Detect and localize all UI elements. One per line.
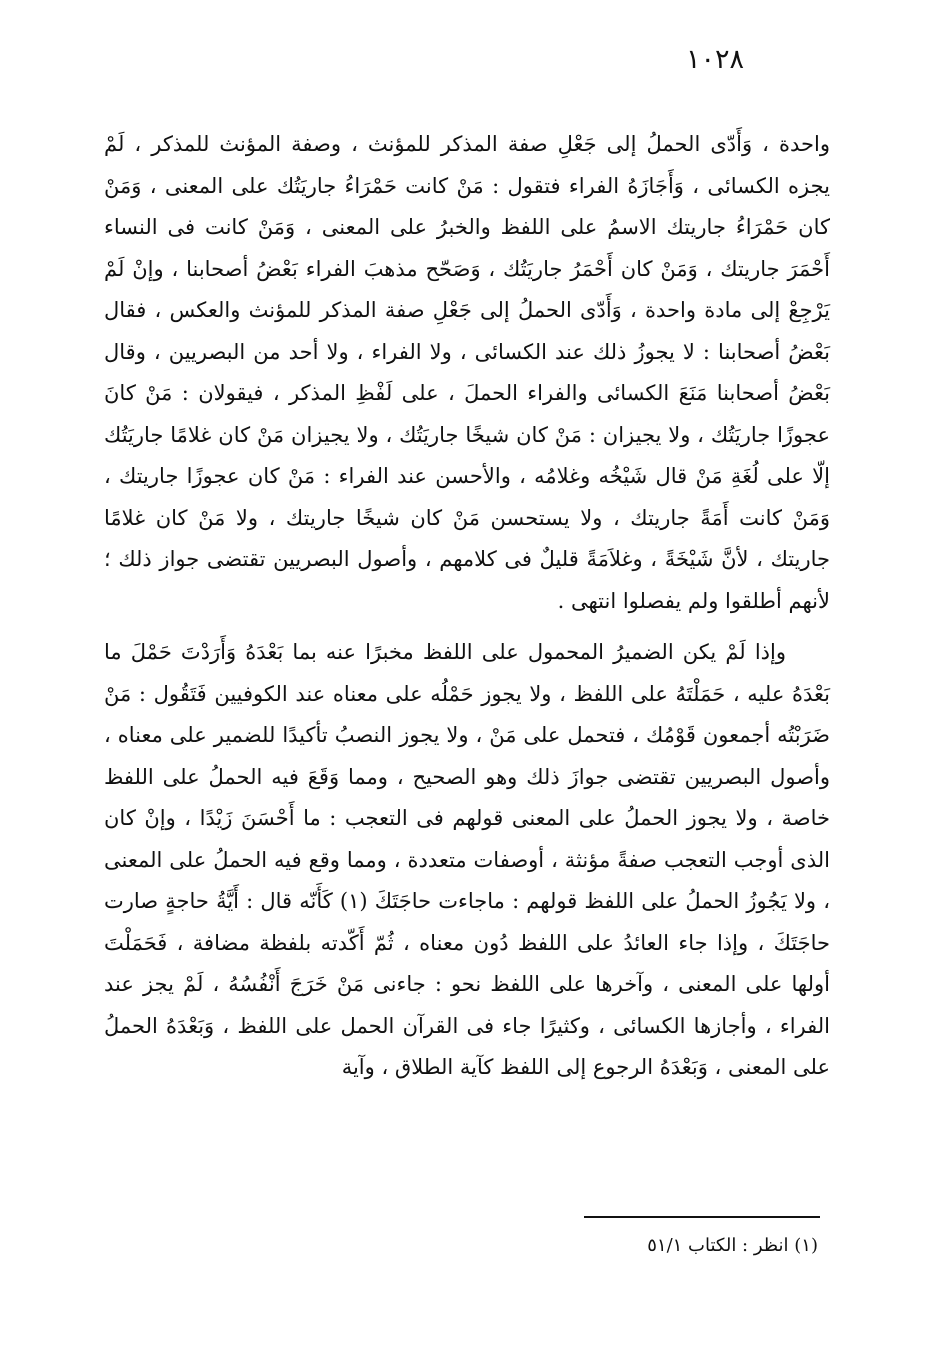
footnote-divider [584, 1216, 820, 1218]
footnote: (١) انظر : الكتاب ٥١/١ [647, 1235, 818, 1256]
paragraph-2: وإذا لَمْ يكن الضميرُ المحمول على اللفظ مخبرًا عنه بما بَعْدَهُ وَأَرَدْتَ حَمْلَ ما بَعْدَهُ عليه ، حَمَلْتَهُ على اللفظ ، ولا يجوز حَمْلُه على معناه عند الكوفيين فَتَقُول : مَنْ ضَرَبْتُه أجمعون قَوْمُك ، فتحمل على مَنْ ، ولا يجوز النصبُ تأكيدًا للضمير على معناه ، وأصول البصريين تقتضى جوازَ ذلك وهو الصحيح ، ومما وَقَعَ فيه الحملُ على اللفظ خاصة ، ولا يجوز الحملُ على المعنى قولهم فى التعجب : ما أَحْسَنَ زَيْدًا ، وإنْ كان الذى أوجب التعجب صفةً مؤنثة ، أوصفات متعددة ، ومما وقع فيه الحملُ على المعنى ، ولا يَجُوزُ الحملُ على اللفظ قولهم : ماجاءت حاجَتَكَ (١) كَأَنّه قال : أَيَّةُ حاجةٍ صارت حاجَتَكَ ، وإذا جاء العائدُ على اللفظ دُون معناه ، ثُمّ أَكّدته بلفظة مضافة ، فَحَمَلْتَ أولها على المعنى ، وآخرها على اللفظ نحو : جاءنى مَنْ خَرَجَ أَنْفُسُهُ ، لَمْ يجز عند الفراء ، وأجازها الكسائى ، وكثيرًا جاء فى القرآن الحمل على اللفظ ، وَبَعْدَهُ الحملُ على المعنى ، وَبَعْدَهُ الرجوع إلى اللفظ كآية الطلاق ، وآية [104, 640, 830, 1079]
page-number: ١٠٢٨ [686, 44, 745, 75]
paragraph-1: واحدة ، وَأَدّى الحملُ إلى جَعْلِ صفة المذكر للمؤنث ، وصفة المؤنث للمذكر ، لَمْ يجزه الكسائى ، وَأَجَازَهُ الفراء فتقول : مَنْ كانت حَمْرَاءُ جاريَتُك على المعنى ، وَمَنْ كان حَمْرَاءُ جاريتك الاسمُ على اللفظ والخبرُ على المعنى ، وَمَنْ كانت فى النساء أَحْمَرَ جاريتك ، وَمَنْ كان أَحْمَرُ جاريَتُك ، وَصَحّح مذهبَ الفراء بَعْضُ أصحابنا ، وإنْ لَمْ يَرْجِعْ إلى مادة واحدة ، وَأَدّى الحملُ إلى جَعْلِ صفة المذكر للمؤنث والعكس ، فقال بَعْضُ أصحابنا : لا يجوزُ ذلك عند الكسائى ، ولا الفراء ، ولا أحد من البصريين ، وقال بَعْضُ أصحابنا مَنَعَ الكسائى والفراء الحملَ ، على لَفْظِ المذكر ، فيقولان : مَنْ كانَ عجوزًا جاريَتُك ، ولا يجيزان : مَنْ كان شيخًا جاريَتُك ، ولا يجيزان مَنْ كان غلامًا جاريَتُك إلّا على لُغَةِ مَنْ قال شَيْخُه وغلامُه ، والأحسن عند الفراء : مَنْ كان عجوزًا جاريتك ، وَمَنْ كانت أَمَةً جاريتك ، ولا يستحسن مَنْ كان شيخًا جاريتك ، ولا مَنْ كان غلامًا جاريتك ، لأنَّ شَيْخَةً ، وغلاَمَةً قليلٌ فى كلامهم ، وأصول البصريين تقتضى جواز ذلك ؛ لأنهم أطلقوا ولم يفصلوا انتهى . [104, 132, 830, 613]
main-text [104, 124, 830, 1089]
